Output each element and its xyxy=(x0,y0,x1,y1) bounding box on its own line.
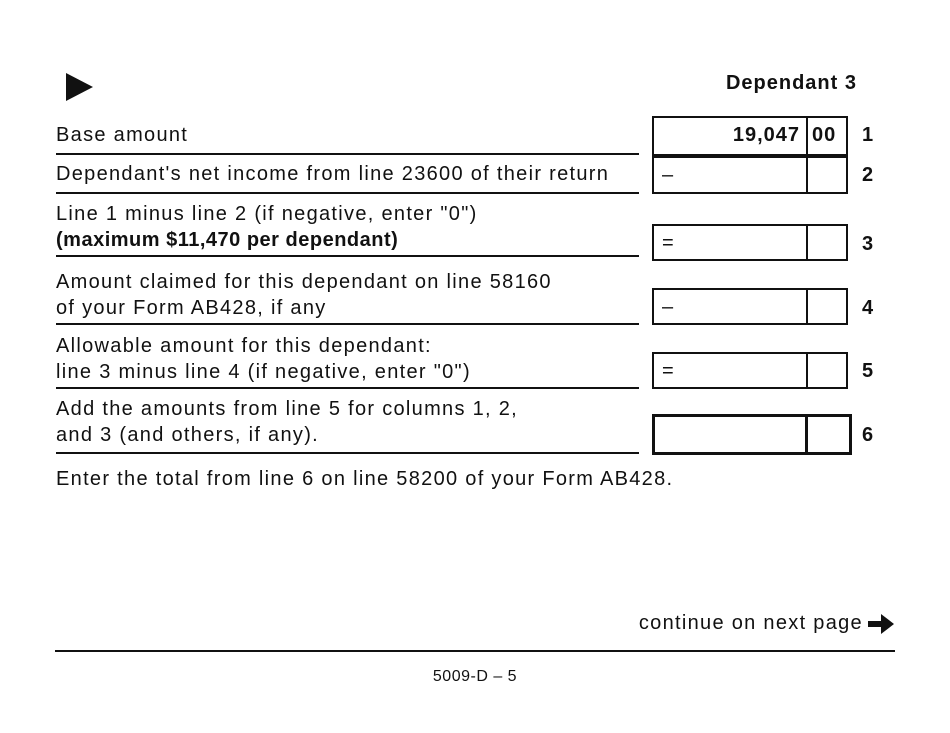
line-4-label xyxy=(56,269,552,321)
line-1-number: 1 xyxy=(862,124,874,146)
line-1-cents: 00 xyxy=(812,124,837,146)
line-6-label-text-2: and 3 (and others, if any). xyxy=(56,424,320,446)
section-arrow-icon xyxy=(66,73,93,101)
line-4-rule xyxy=(56,323,639,325)
line-1-rule xyxy=(56,153,639,155)
line-2-sign: – xyxy=(662,164,674,186)
line-3-label xyxy=(56,201,478,253)
line-6-rule xyxy=(56,452,639,454)
line-5-cents-divider xyxy=(806,354,808,387)
line-3-sign: = xyxy=(662,232,674,254)
line-5-sign: = xyxy=(662,360,674,382)
line-1-dollars: 19,047 xyxy=(732,124,800,146)
line-4-cents-divider xyxy=(806,290,808,323)
line-6-label-text-1: Add the amounts from line 5 for columns 1, 2, xyxy=(56,398,519,420)
line-4-number: 4 xyxy=(862,297,874,319)
continue-text: continue on next page xyxy=(638,612,863,634)
line-2-rule xyxy=(56,192,639,194)
right-arrow-icon xyxy=(866,611,896,637)
line-3-number: 3 xyxy=(862,233,874,255)
line-6-total-field[interactable] xyxy=(652,414,852,455)
line-6-label xyxy=(56,396,518,448)
line-4-label-text-1: Amount claimed for this dependant on line 58160 xyxy=(56,271,552,293)
line-5-label-text-1: Allowable amount for this dependant: xyxy=(56,335,432,357)
line-1-cents-divider xyxy=(806,118,808,154)
instruction-text: Enter the total from line 6 on line 58200 of your Form AB428. xyxy=(56,468,674,490)
bottom-rule xyxy=(55,650,895,652)
line-5-number: 5 xyxy=(862,360,874,382)
line-1-label-text: Base amount xyxy=(56,124,189,146)
line-4-label-text-2: of your Form AB428, if any xyxy=(56,297,327,319)
column-heading: Dependant 3 xyxy=(725,72,857,94)
line-3-rule xyxy=(56,255,639,257)
line-3-label-text-1: Line 1 minus line 2 (if negative, enter "0") xyxy=(56,203,478,225)
line-5-label-text-2: line 3 minus line 4 (if negative, enter "0") xyxy=(56,361,471,383)
line-5-label xyxy=(56,333,471,385)
line-2-amount-field[interactable] xyxy=(652,156,848,194)
line-1-amount-field[interactable] xyxy=(652,116,848,156)
line-4-sign: – xyxy=(662,296,674,318)
line-3-cents-divider xyxy=(806,226,808,259)
line-1-label xyxy=(56,122,188,148)
line-2-cents-divider xyxy=(806,158,808,192)
page-number: 5009-D – 5 xyxy=(432,668,518,685)
line-2-label xyxy=(56,161,609,187)
line-3-label-text-2: (maximum $11,470 per dependant) xyxy=(56,229,399,251)
line-3-amount-field[interactable] xyxy=(652,224,848,261)
line-5-rule xyxy=(56,387,639,389)
line-2-number: 2 xyxy=(862,164,874,186)
line-6-cents-divider xyxy=(805,417,808,452)
line-4-amount-field[interactable] xyxy=(652,288,848,325)
line-5-amount-field[interactable] xyxy=(652,352,848,389)
line-2-label-text: Dependant's net income from line 23600 of their return xyxy=(56,163,610,185)
line-6-number: 6 xyxy=(862,424,874,446)
